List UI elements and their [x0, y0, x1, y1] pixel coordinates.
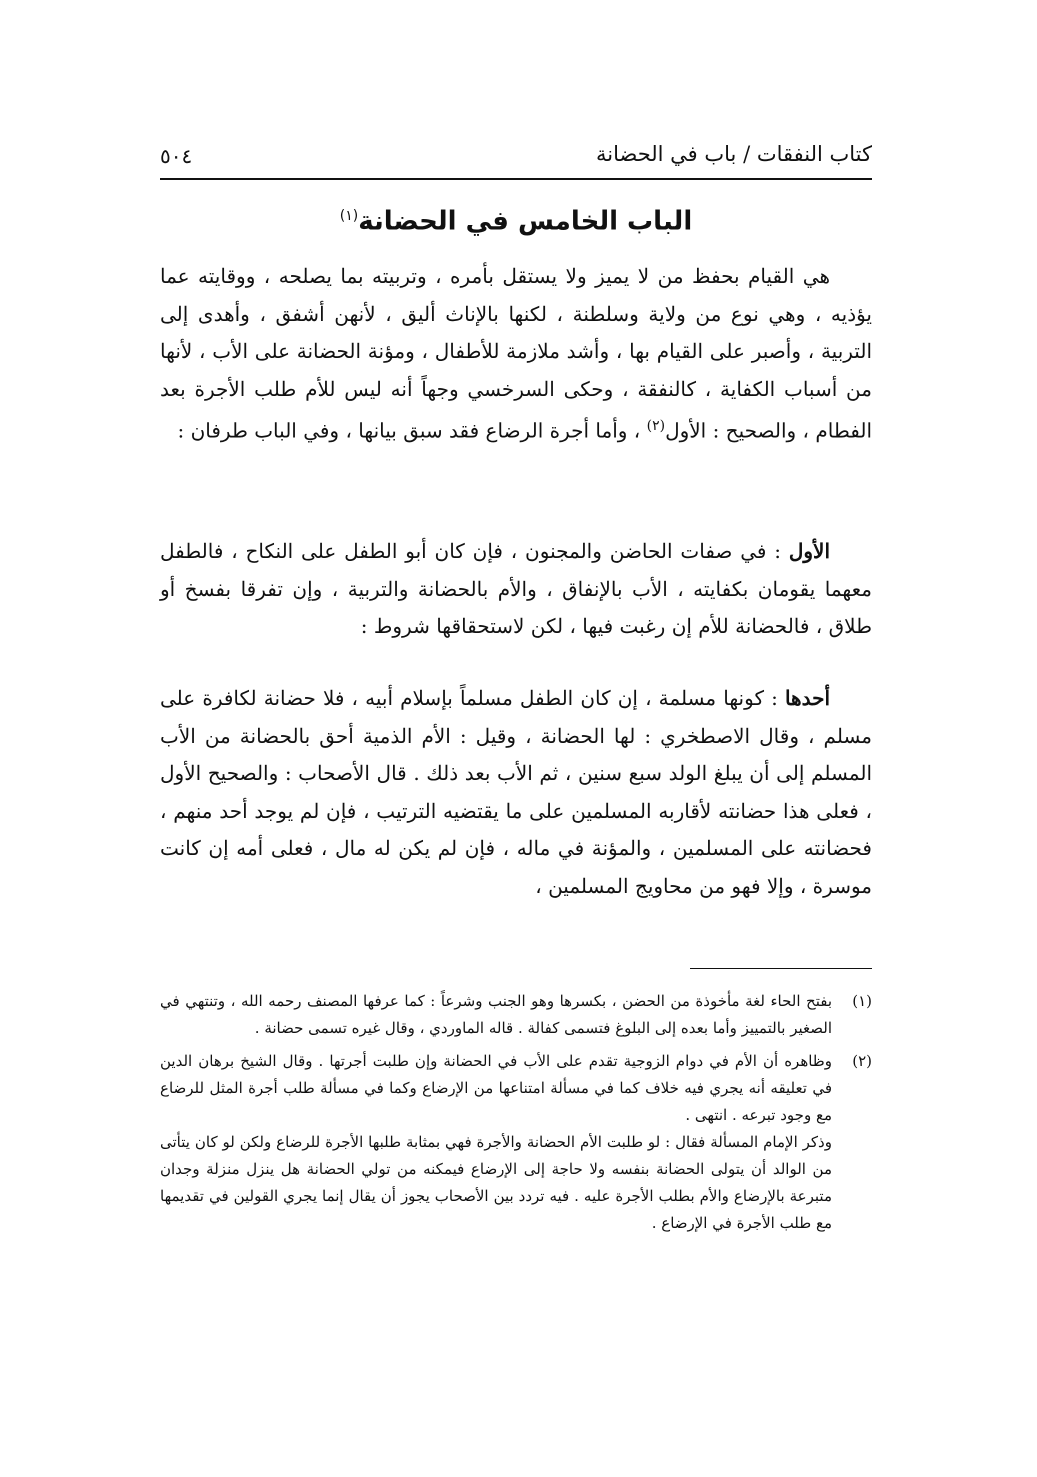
paragraph-lead-word: الأول [788, 539, 830, 563]
paragraph-text: : في صفات الحاضن والمجنون ، فإن كان أبو الطفل على النكاح ، فالطفل معهما يقومان بكفايته ، الأب بالإنفاق ، والأم بالحضانة والتربية ، وإن تفرقا بفسخ أو طلاق ، فالحضانة للأم إن رغبت فيها ، لكن لاستحقاقها شروط : [160, 539, 872, 638]
footnote-text: وظاهره أن الأم في دوام الزوجية تقدم على الأب في الحضانة وإن طلبت أجرتها . وقال الشيخ برهان الدين في تعليقه أنه يجري فيه خلاف كما في مسألة امتناعها من الإرضاع وكما في مسألة طلب أجرة المثل للرضاع مع وجود تبرعه . انتهى . [160, 1052, 832, 1124]
footnote-2 [160, 1048, 872, 1237]
footnote-body [160, 1048, 832, 1237]
chapter-title [160, 196, 872, 242]
paragraph [160, 533, 872, 646]
footnotes-section [160, 988, 872, 1243]
footnote-number: (٢) [852, 1052, 872, 1070]
body-paragraph-condition-one [160, 680, 872, 905]
running-header-title: كتاب النفقات / باب في الحضانة [596, 142, 872, 166]
footnote-text: وذكر الإمام المسألة فقال : لو طلبت الأم الحضانة والأجرة فهي بمثابة طلبها الأجرة للرضاع ولكن لو كان يتأتى من الوالد أن يتولى الحضانة بنفسه ولا حاجة إلى الإرضاع فيمكنه من تولي الحضانة هل ينزل منزلة وجدان متبرعة بالإرضاع والأم بطلب الأجرة عليه . فيه تردد بين الأصحاب يجوز أن يقال إنما يجري القولين في تقديمها مع طلب الأجرة في الإرضاع . [160, 1133, 832, 1232]
header-divider [160, 178, 872, 180]
paragraph-lead-word: أحدها [784, 686, 830, 710]
paragraph-text-continued: ، وأما أجرة الرضاع فقد سبق بيانها ، وفي الباب طرفان : [177, 418, 647, 443]
footnote-1 [160, 988, 872, 1042]
footnote-ref-2: (٢) [646, 418, 666, 434]
footnote-ref-1: (١) [339, 208, 359, 224]
footnote-body [160, 988, 832, 1042]
footnote-number: (١) [852, 992, 872, 1010]
footnote-divider [690, 968, 872, 969]
chapter-title-text: الباب الخامس في الحضانة [358, 206, 693, 237]
body-paragraph-first-part [160, 533, 872, 646]
paragraph [160, 258, 872, 450]
page-number: ٥٠٤ [160, 144, 193, 168]
running-header [160, 140, 872, 180]
body-paragraph-definition [160, 258, 872, 450]
paragraph-text: هي القيام بحفظ من لا يميز ولا يستقل بأمره ، وتربيته بما يصلحه ، ووقايته عما يؤذيه ، وهي نوع من ولاية وسلطنة ، لكنها بالإناث أليق ، لأنهن أشفق ، وأهدى إلى التربية ، وأصبر على القيام بها ، وأشد ملازمة للأطفال ، ومؤنة الحضانة على الأب ، لأنها من أسباب الكفاية ، كالنفقة ، وحكى السرخسي وجهاً أنه ليس للأم طلب الأجرة بعد الفطام ، والصحيح : الأول [160, 264, 872, 443]
footnote-text: بفتح الحاء لغة مأخوذة من الحضن ، بكسرها وهو الجنب وشرعاً : كما عرفها المصنف رحمه الله ، وتنتهي في الصغير بالتمييز وأما بعده إلى البلوغ فتسمى كفالة . قاله الماوردي ، وقال غيره تسمى حضانة . [160, 992, 832, 1037]
paragraph-text: : كونها مسلمة ، إن كان الطفل مسلماً بإسلام أبيه ، فلا حضانة لكافرة على مسلم ، وقال الاصطخري : لها الحضانة ، وقيل : الأم الذمية أحق بالحضانة من الأب المسلم إلى أن يبلغ الولد سبع سنين ، ثم الأب بعد ذلك . قال الأصحاب : والصحيح الأول ، فعلى هذا حضانته لأقاربه المسلمين على ما يقتضيه الترتيب ، فإن لم يوجد أحد منهم ، فحضانته على المسلمين ، والمؤنة في ماله ، فإن لم يكن له مال ، فعلى أمه إن كانت موسرة ، وإلا فهو من محاويج المسلمين ، [160, 686, 872, 898]
paragraph [160, 680, 872, 905]
